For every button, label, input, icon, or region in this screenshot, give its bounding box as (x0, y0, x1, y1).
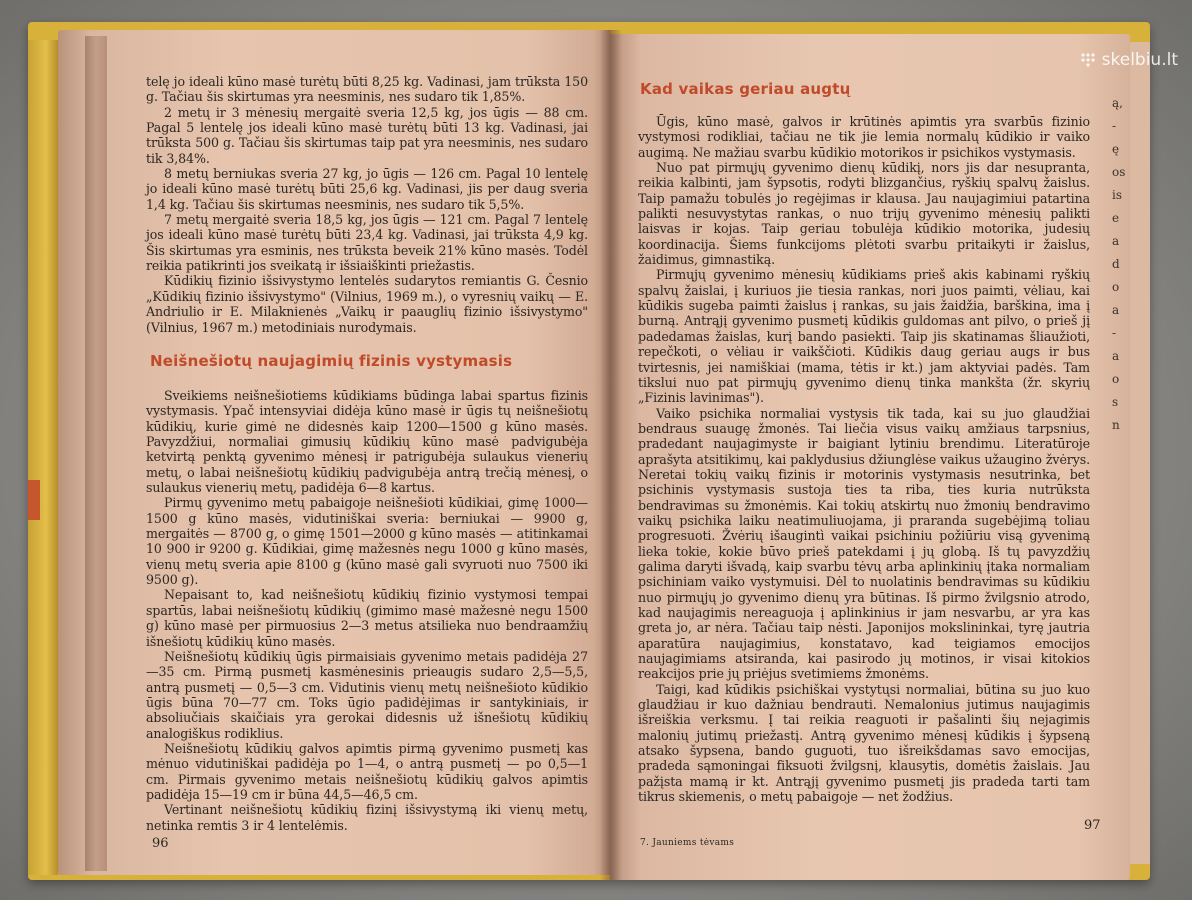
left-bottom-paragraph: Sveikiems neišnešiotiems kūdikiams būdinga labai spartus fizinis vystymasis. Ypač intensyviai didėja kūno masė ir ūgis tų neišnešiotų kūdikių, kurie gimė ne didesnės kaip 1200—1500 g kūno masės. Pavyzdžiui, normaliai gimusių kūdikių kūno masė padvigubėja ketvirtą penktą gyvenimo mėnesį ir patrigubėja sulaukus vienerių metų, o labai neišnešiotų kūdikių padvigubėja antrą trečią mėnesį, o sulaukus vienerių metų, padidėja 6—8 kartus. (146, 388, 588, 496)
left-bottom-paragraph: Nepaisant to, kad neišnešiotų kūdikių fizinio vystymosi tempai spartūs, labai neišnešiotų kūdikių (gimimo masė mažesnė negu 1500 g) kūno masė per pirmuosius 2—3 metus atsilieka nuo bendraamžių išnešiotų kūdikių kūno masės. (146, 587, 588, 649)
margin-fragment: n (1112, 418, 1120, 432)
book-gutter-shadow (600, 30, 622, 880)
margin-fragment: is (1112, 188, 1122, 202)
right-page-number: 97 (1084, 818, 1101, 833)
margin-fragment: o (1112, 280, 1120, 294)
right-paragraph: Taigi, kad kūdikis psichiškai vystytųsi normaliai, būtina su juo kuo glaudžiau ir kuo dažniau bendrauti. Nemalonius jutimus naujagimis išreiškia verksmu. Į tai reikia reaguoti ir pašalinti šių nejagimis malonių jutimų priežastį. Antrą gyvenimo mėnesį kūdikis į šypseną atsako šypsena, bando guguoti, tuo išreikšdamas savo emocijas, pradeda sąmoningai fiksuoti žvilgsnį, klausytis, domėtis žaislais. Jau pažįsta mamą ir kt. Antrąjį gyvenimo pusmetį jis pradeda tarti tam tikrus skiemenis, o metų pabaigoje — net žodžius. (638, 681, 1090, 805)
margin-fragment: - (1112, 326, 1117, 340)
right-page-text (638, 114, 1090, 804)
book-cover-spine (28, 40, 58, 875)
right-section-heading: Kad vaikas geriau augtų (640, 80, 851, 98)
margin-fragment: ą, (1112, 96, 1123, 110)
margin-fragment: - (1112, 119, 1117, 133)
margin-fragment: ę (1112, 142, 1120, 156)
left-bottom-paragraph: Vertinant neišnešiotų kūdikių fizinį išsivystymą iki vienų metų, netinka remtis 3 ir 4 lentelėmis. (146, 802, 588, 833)
margin-fragment: d (1112, 257, 1120, 271)
left-bottom-paragraph: Neišnešiotų kūdikių ūgis pirmaisiais gyvenimo metais padidėja 27—35 cm. Pirmą pusmetį kasmėnesinis prieaugis sudaro 2,5—5,5, antrą pusmetį — 0,5—3 cm. Vidutinis vienų metų neišnešioto kūdikio ūgis būna 70—77 cm. Toks ūgio padidėjimas ir santykiniais, ir absoliučiais skaičiais yra gerokai didesnis už išnešiotų kūdikių analogiškus rodiklius. (146, 648, 588, 741)
left-top-paragraph: telę jo ideali kūno masė turėtų būti 8,25 kg. Vadinasi, jam trūksta 150 g. Tačiau šis skirtumas yra neesminis, nes sudaro tik 1,85%. (146, 74, 588, 105)
margin-fragment: a (1112, 234, 1120, 248)
left-page-edge (85, 36, 107, 871)
left-top-paragraph: 8 metų berniukas sveria 27 kg, jo ūgis — 126 cm. Pagal 10 lentelę jo ideali kūno masė turėtų būti 25,6 kg. Vadinasi, jis per daug sveria 1,4 kg. Tačiau šis skirtumas neesminis, nes sudaro tik 5,5%. (146, 166, 588, 212)
watermark-text: skelbiu.lt (1101, 50, 1178, 70)
left-page-bottom-text (146, 388, 588, 833)
left-top-paragraph: 2 metų ir 3 mėnesių mergaitė sveria 12,5 kg, jos ūgis — 88 cm. Pagal 5 lentelę jos ideali kūno masė turėtų būti 13 kg. Vadinasi, jai trūksta 500 g. Tačiau šis skirtumas taip pat yra neesminis, nes sudaro tik 3,84%. (146, 104, 588, 166)
margin-fragment: a (1112, 349, 1120, 363)
left-top-paragraph: 7 metų mergaitė sveria 18,5 kg, jos ūgis — 121 cm. Pagal 7 lentelę jos ideali kūno masė turėtų būti 23,4 kg. Vadinasi, jai trūksta 4,9 kg. Šis skirtumas yra esminis, nes trūksta beveik 21% kūno masės. Todėl reikia patikrinti jos sveikatą ir išsiaiškinti priežastis. (146, 212, 588, 274)
left-top-paragraph: Kūdikių fizinio išsivystymo lentelės sudarytos remiantis G. Česnio „Kūdikių fizinio išsivystymo" (Vilnius, 1969 m.), o vyresnių vaikų — E. Andriulio ir E. Milaknienės „Vaikų ir paauglių fizinio išsivystymo" (Vilnius, 1967 m.) metodiniais nurodymais. (146, 273, 588, 335)
margin-fragment: e (1112, 211, 1120, 225)
margin-fragment: o (1112, 372, 1120, 386)
right-paragraph: Pirmųjų gyvenimo mėnesių kūdikiams prieš akis kabinami ryškių spalvų žaislai, į kuriuos jie tiesia rankas, nori juos paimti, vėliau, kai kūdikis sugeba paimti žaislus į rankas, su jais žaidžia, barškina, ima į burną. Antrąjį gyvenimo pusmetį kūdikis guldomas ant pilvo, o prieš jį padedamas žaislas, kurį bando pasiekti. Taip jis skatinamas šliaužioti, repečkoti, o vėliau ir vaikščioti. Kūdikis daug geriau augs ir bus tvirtesnis, jei namiškiai (mama, tėtis ir kt.) jam aktyviai padės. Tam tikslui nuo pat pirmųjų gyvenimo dienų tinka mankšta (žr. skyrių „Fizinis lavinimas"). (638, 267, 1090, 406)
watermark (1080, 50, 1178, 70)
dots-logo-icon (1080, 52, 1096, 68)
right-paragraph: Vaiko psichika normaliai vystysis tik tada, kai su juo glaudžiai bendraus suaugę žmonės. Tai liečia visus vaikų amžiaus tarpsnius, pradedant naujagimyste ir baigiant lytiniu brendimu. Literatūroje aprašyta atsitikimų, kai paklydusius džiunglėse vaikus užaugino žvėrys. Neretai tokių vaikų fizinis ir motorinis vystymasis nesutrinka, bet psichinis vystymasis sustoja ties ta riba, ties kuria nutrūksta bendravimas su žmonėmis. Kai tokių atskirtų nuo žmonių bendravimo vaikų psichika laiku neatimuliuojama, ji praranda sugebėjimą toliau progresuoti. Žvėrių išaugintì vaikai psichiniu požiūriu visą gyvenimą lieka tokie, kokie būvo prieš patekdami į jų globą. Iš tų pavyzdžių galima daryti išvadą, kaip svarbu tėvų arba aplinkinių įtaka normaliam psichiniam vaiko vystymuisi. Dėl to nuolatinis bendravimas su kūdikiu nuo pirmųjų jo gyvenimo dienų yra būtinas. Iš pirmo žvilgsnio atrodo, kad naujagimis nereaguoja į aplinkinius ir jam nesvarbu, ar yra kas greta jo, ar nėra. Tačiau taip nėsti. Japonijos mokslininkai, tyrę jautria aparatūra naujagimius, konstatavo, kad teigiamos emocijos naujagimiams atsiranda, kai pasirodo jų motinos, ir visai kitokios reakcijos prie jų priėjus svetimiems žmonėms. (638, 405, 1090, 682)
right-page-footer-signature: 7. Jauniems tėvams (640, 838, 735, 848)
cover-marking (28, 480, 40, 520)
margin-fragment: os (1112, 165, 1126, 179)
next-page-margin-fragments (1112, 92, 1136, 437)
left-section-heading: Neišnešiotų naujagimių fizinis vystymasis (150, 352, 513, 370)
right-paragraph: Ūgis, kūno masė, galvos ir krūtinės apimtis yra svarbūs fizinio vystymosi rodikliai, tačiau ne tik jie lemia normalų kūdikio ir vaiko augimą. Ne mažiau svarbu kūdikio motorikos ir psichikos vystymasis. (638, 114, 1090, 160)
margin-fragment: a (1112, 303, 1120, 317)
margin-fragment: s (1112, 395, 1119, 409)
left-bottom-paragraph: Neišnešiotų kūdikių galvos apimtis pirmą gyvenimo pusmetį kas mėnuo vidutiniškai padidėja po 1—4, o antrą pusmetį — po 0,5—1 cm. Pirmais gyvenimo metais neišnešiotų kūdikių galvos apimtis padidėja 15—19 cm ir būna 44,5—46,5 cm. (146, 740, 588, 802)
left-bottom-paragraph: Pirmų gyvenimo metų pabaigoje neišnešioti kūdikiai, gimę 1000—1500 g kūno masės, vidutiniškai sveria: berniukai — 9900 g, mergaitės — 8700 g, o gimę 1501—2000 g kūno masės — atitinkamai 10 900 ir 9200 g. Kūdikiai, gimę mažesnės negu 1000 g kūno masės, vienų metų sveria apie 8100 g (kūno masė gali svyruoti nuo 7500 iki 9500 g). (146, 495, 588, 588)
right-paragraph: Nuo pat pirmųjų gyvenimo dienų kūdikį, nors jis dar nesupranta, reikia kalbinti, jam šypsotis, rodyti blizgančius, ryškių spalvų žaislus. Taip pamažu tobulės jo regėjimas ir klausa. Jau naujagimiui patartina palikti nesuvystytas rankas, o nuo trijų gyvenimo mėnesių palikti laisvas ir kojas. Taip geriau tobulėja kūdikio motorika, judesių koordinacija. Šiems funkcijoms plėtoti svarbu pritaikyti ir žaislus, žaidimus, gimnastiką. (638, 160, 1090, 268)
left-page-number: 96 (152, 836, 169, 851)
left-page-top-text (146, 74, 588, 335)
